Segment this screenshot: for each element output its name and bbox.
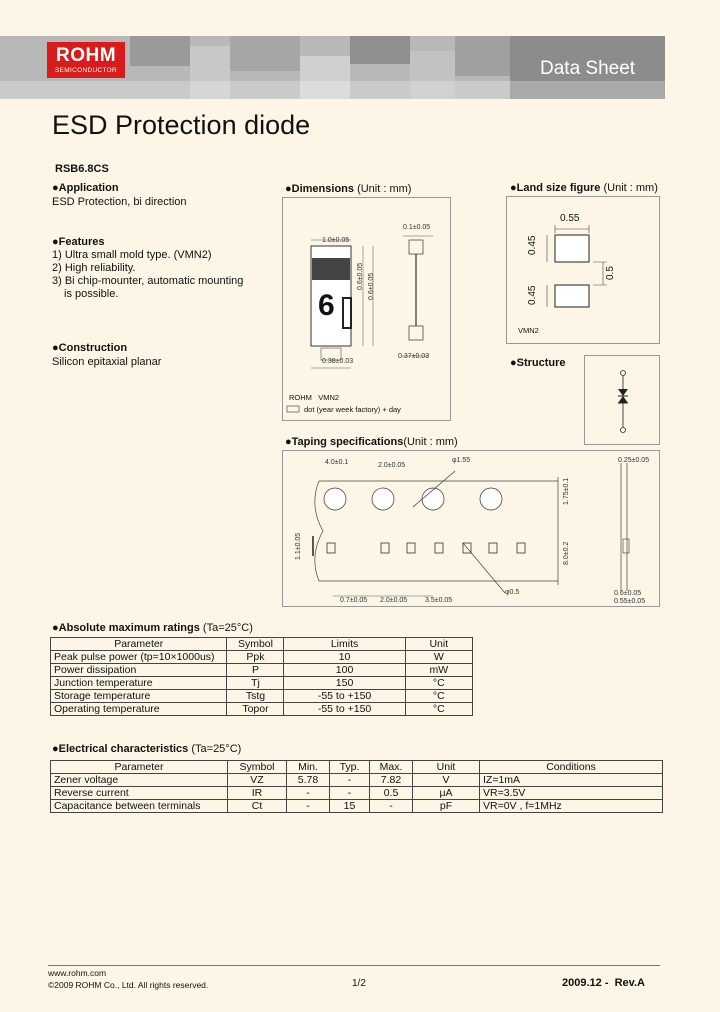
- dimensions-heading: ●Dimensions (Unit : mm): [285, 183, 412, 195]
- land-size-heading: ●Land size figure (Unit : mm): [510, 182, 658, 194]
- dim-brand: ROHM VMN2: [289, 393, 340, 402]
- marking-digit: 6: [318, 289, 335, 322]
- footer-url[interactable]: www.rohm.com: [48, 968, 107, 978]
- tape-dim: 1.75±0.1: [563, 477, 570, 505]
- land-size-figure: [506, 196, 660, 344]
- dim-legend: dot (year week factory) + day: [304, 405, 401, 414]
- cell: °C: [405, 690, 472, 703]
- cell: 0.5: [370, 787, 413, 800]
- application-text: ESD Protection, bi direction: [52, 196, 187, 208]
- construction-text: Silicon epitaxial planar: [52, 356, 162, 368]
- cell: -: [287, 800, 330, 813]
- land-gap: 0.5: [605, 266, 616, 280]
- dim-label: 0.6±0.05: [368, 272, 375, 300]
- tape-dim: 8.0±0.2: [563, 541, 570, 565]
- tape-dim: 2.0±0.05: [380, 597, 408, 604]
- doc-type: Data Sheet: [540, 58, 636, 79]
- cell: Tj: [227, 677, 284, 690]
- cell: Junction temperature: [51, 677, 227, 690]
- table-row: [51, 677, 473, 690]
- land-height-bottom: 0.45: [527, 285, 538, 305]
- part-number: RSB6.8CS: [55, 163, 109, 175]
- cell: Capacitance between terminals: [51, 800, 228, 813]
- col-header: Typ.: [330, 761, 370, 774]
- logo-sub: SEMICONDUCTOR: [55, 67, 117, 74]
- tape-dim: 0.7±0.05: [340, 597, 368, 604]
- tape-dim: 0.6±0.05: [614, 590, 642, 597]
- cell: °C: [405, 703, 472, 716]
- cell: Operating temperature: [51, 703, 227, 716]
- dim-label: 1.0±0.05: [322, 237, 350, 244]
- cell: Tstg: [227, 690, 284, 703]
- cell: IR: [228, 787, 287, 800]
- logo-main: ROHM: [55, 45, 117, 66]
- abs-max-table: [50, 637, 473, 716]
- cell: V: [413, 774, 480, 787]
- cell: VZ: [228, 774, 287, 787]
- cell: μA: [413, 787, 480, 800]
- table-header-row: [51, 638, 473, 651]
- abs-max-heading: ●Absolute maximum ratings (Ta=25°C): [52, 622, 253, 634]
- col-header: Unit: [413, 761, 480, 774]
- structure-heading: ●Structure: [510, 357, 566, 369]
- cell: Peak pulse power (tp=10×1000us): [51, 651, 227, 664]
- dim-label: 0.6±0.05: [357, 262, 364, 290]
- cell: -: [287, 787, 330, 800]
- cell: Zener voltage: [51, 774, 228, 787]
- footer-copyright: ©2009 ROHM Co., Ltd. All rights reserved.: [48, 980, 209, 990]
- cell: VR=3.5V: [480, 787, 663, 800]
- tape-dim: 1.1±0.05: [295, 532, 302, 560]
- cell: Storage temperature: [51, 690, 227, 703]
- col-header: Limits: [284, 638, 405, 651]
- cell: °C: [405, 677, 472, 690]
- cell: VR=0V , f=1MHz: [480, 800, 663, 813]
- feature-item: 3) Bi chip-mounter, automatic mounting: [52, 275, 244, 287]
- table-row: [51, 787, 663, 800]
- footer-rule: [48, 965, 660, 966]
- rohm-logo: [47, 42, 125, 78]
- cell: -: [370, 800, 413, 813]
- taping-heading: ●Taping specifications(Unit : mm): [285, 436, 458, 448]
- tape-dim: 2.0±0.05: [378, 462, 406, 469]
- cell: Reverse current: [51, 787, 228, 800]
- tape-dim: 0.25±0.05: [618, 457, 650, 464]
- footer-rev: Rev.A: [614, 977, 645, 989]
- cell: P: [227, 664, 284, 677]
- dim-label: 0.37±0.03: [398, 353, 430, 360]
- elec-table: [50, 760, 663, 813]
- application-heading: ●Application: [52, 182, 119, 194]
- construction-heading: ●Construction: [52, 342, 128, 354]
- table-row: [51, 800, 663, 813]
- col-header: Min.: [287, 761, 330, 774]
- table-row: [51, 703, 473, 716]
- table-header-row: [51, 761, 663, 774]
- cell: pF: [413, 800, 480, 813]
- cell: 7.82: [370, 774, 413, 787]
- cell: mW: [405, 664, 472, 677]
- col-header: Conditions: [480, 761, 663, 774]
- col-header: Max.: [370, 761, 413, 774]
- tape-dim: 0.55±0.05: [614, 598, 646, 605]
- cell: -: [330, 774, 370, 787]
- dimensions-drawing: [283, 198, 450, 420]
- cell: Topor: [227, 703, 284, 716]
- cell: Ppk: [227, 651, 284, 664]
- footer-date: 2009.12 - Rev.A: [562, 977, 645, 989]
- col-header: Parameter: [51, 638, 227, 651]
- footer-page: 1/2: [352, 978, 366, 989]
- structure-figure: [584, 355, 660, 445]
- elec-heading: ●Electrical characteristics (Ta=25°C): [52, 743, 242, 755]
- cell: W: [405, 651, 472, 664]
- cell: 15: [330, 800, 370, 813]
- table-row: [51, 774, 663, 787]
- cell: -55 to +150: [284, 690, 405, 703]
- dim-label: 0.38±0.03: [322, 358, 354, 365]
- cell: 150: [284, 677, 405, 690]
- tape-dim: 4.0±0.1: [325, 459, 349, 466]
- col-header: Unit: [405, 638, 472, 651]
- cell: -: [330, 787, 370, 800]
- cell: 100: [284, 664, 405, 677]
- cell: Ct: [228, 800, 287, 813]
- land-size-drawing: [507, 197, 659, 343]
- col-header: Parameter: [51, 761, 228, 774]
- taping-figure: [282, 450, 660, 607]
- cell: Power dissipation: [51, 664, 227, 677]
- col-header: Symbol: [227, 638, 284, 651]
- dim-label: 0.1±0.05: [403, 224, 431, 231]
- tape-dim: φ0.5: [505, 589, 520, 596]
- feature-item: 1) Ultra small mold type. (VMN2): [52, 249, 212, 261]
- cell: 10: [284, 651, 405, 664]
- table-row: [51, 664, 473, 677]
- bidirectional-diode-symbol: [585, 356, 659, 444]
- land-package: VMN2: [518, 326, 539, 335]
- cell: 5.78: [287, 774, 330, 787]
- table-row: [51, 690, 473, 703]
- page-title: ESD Protection diode: [52, 110, 311, 140]
- tape-dim: φ1.55: [452, 457, 471, 464]
- tape-dim: 3.5±0.05: [425, 597, 453, 604]
- col-header: Symbol: [228, 761, 287, 774]
- cell: -55 to +150: [284, 703, 405, 716]
- table-row: [51, 651, 473, 664]
- features-heading: ●Features: [52, 236, 105, 248]
- feature-item: 2) High reliability.: [52, 262, 136, 274]
- feature-item: is possible.: [64, 288, 119, 300]
- land-height-top: 0.45: [527, 235, 538, 255]
- taping-drawing: [283, 451, 659, 606]
- land-width: 0.55: [560, 213, 580, 224]
- cell: IZ=1mA: [480, 774, 663, 787]
